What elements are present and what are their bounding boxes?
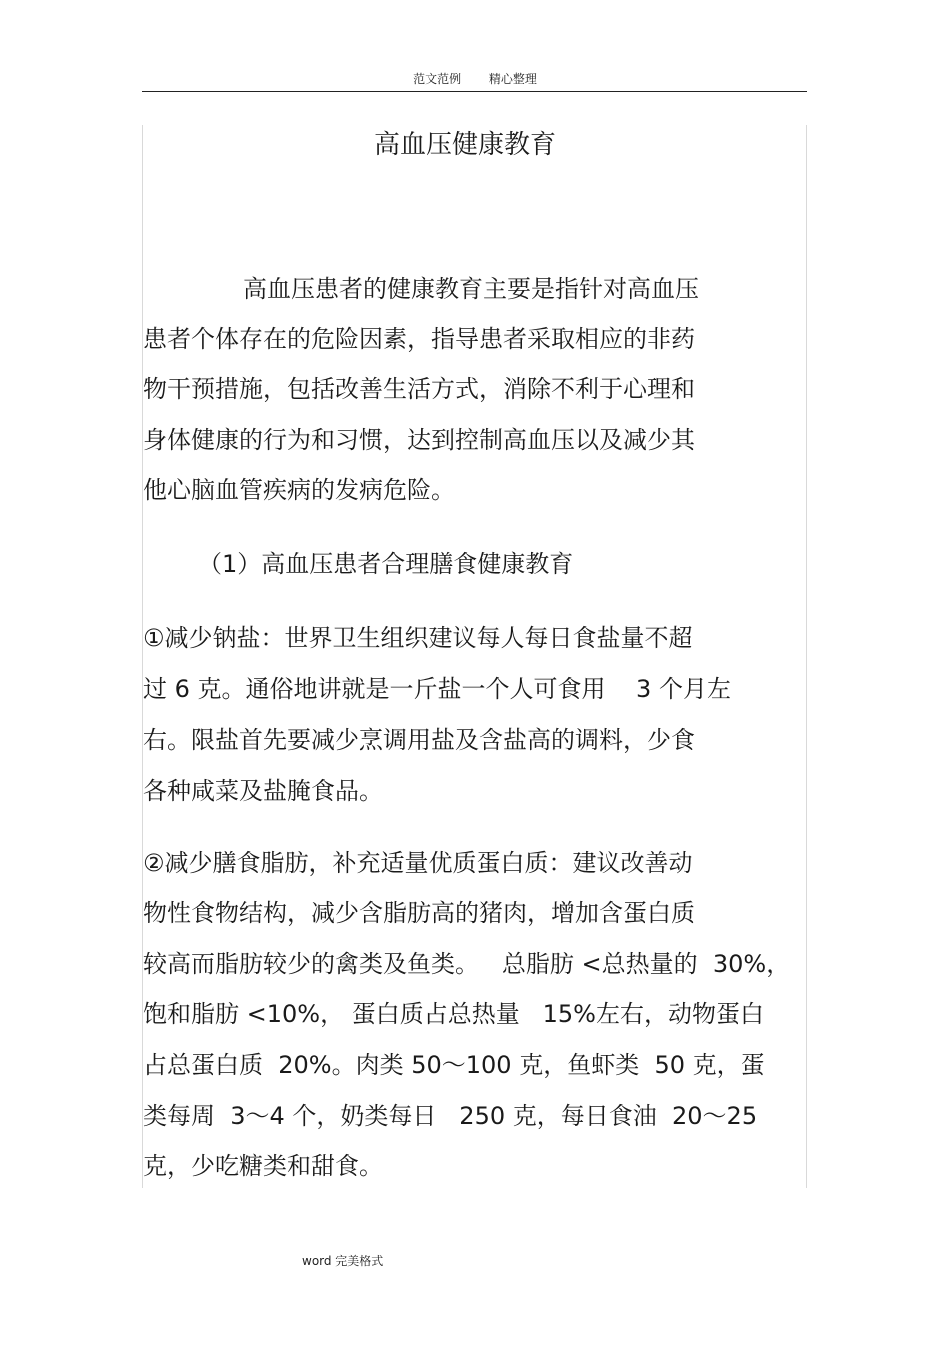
paragraph-fat-line: 占总蛋白质 20%。肉类 50～100 克，鱼虾类 50 克，蛋 [143,1051,765,1079]
paragraph-intro-line: 他心脑血管疾病的发病危险。 [143,476,455,504]
paragraph-fat-line: 饱和脂肪 <10%， 蛋白质占总热量 15%左右，动物蛋白 [143,1000,764,1028]
header-left-text: 范文范例 [413,72,462,86]
left-margin-line [142,125,143,1188]
paragraph-fat-line: 克，少吃糖类和甜食。 [143,1152,383,1180]
section-heading: （1）高血压患者合理膳食健康教育 [198,550,574,578]
paragraph-fat-line: 较高而脂肪较少的禽类及鱼类。 总脂肪 <总热量的 30%， [143,950,791,978]
header-right-text: 精心整理 [488,72,537,86]
paragraph-intro-line: 身体健康的行为和习惯，达到控制高血压以及减少其 [143,426,695,454]
paragraph-fat-line: 类每周 3～4 个，奶类每日 250 克，每日食油 20～25 [143,1102,758,1130]
paragraph-sodium-line: 右。限盐首先要减少烹调用盐及含盐高的调料，少食 [143,726,695,754]
header-rule [142,91,807,92]
right-margin-line [806,125,807,1188]
paragraph-sodium-line: ①减少钠盐：世界卫生组织建议每人每日食盐量不超 [143,624,693,652]
paragraph-intro-line: 物干预措施，包括改善生活方式，消除不利于心理和 [143,375,695,403]
page-footer: word 完美格式 [302,1254,384,1268]
paragraph-sodium-line: 过 6 克。通俗地讲就是一斤盐一个人可食用 3 个月左 [143,675,731,703]
page-header [0,70,950,87]
paragraph-intro-line: 高血压患者的健康教育主要是指针对高血压 [243,275,699,303]
document-title: 高血压健康教育 [373,130,556,160]
paragraph-intro-line: 患者个体存在的危险因素，指导患者采取相应的非药 [143,325,695,353]
paragraph-fat-line: 物性食物结构，减少含脂肪高的猪肉，增加含蛋白质 [143,899,695,927]
paragraph-sodium-line: 各种咸菜及盐腌食品。 [143,777,383,805]
paragraph-fat-line: ②减少膳食脂肪，补充适量优质蛋白质：建议改善动 [143,849,693,877]
